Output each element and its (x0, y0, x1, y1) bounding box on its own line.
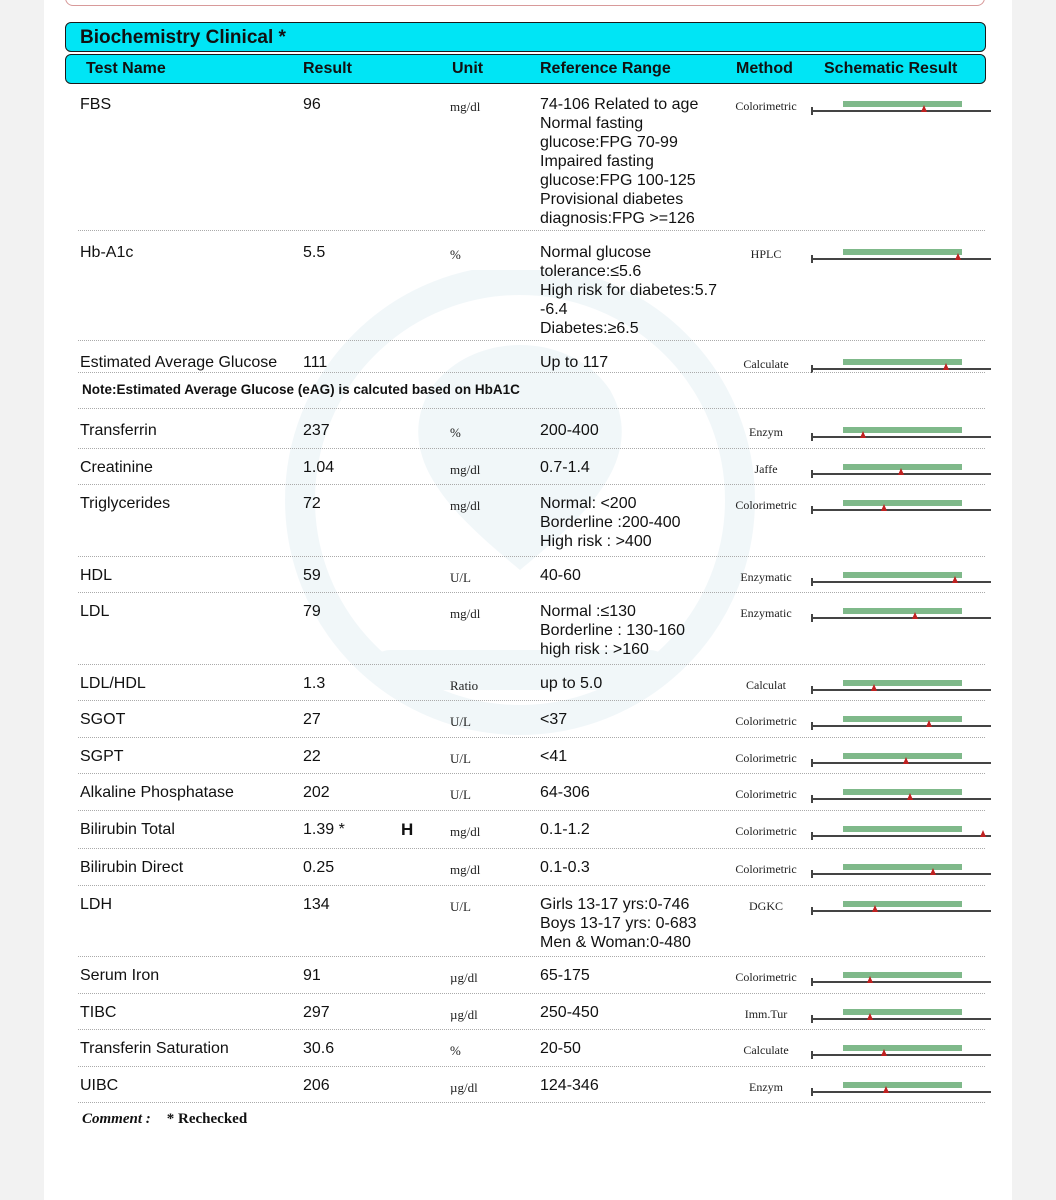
test-name: Triglycerides (80, 495, 171, 512)
axis-start-tick (811, 470, 813, 478)
row-divider (78, 993, 985, 994)
unit: µg/dl (450, 970, 478, 985)
row-divider (78, 592, 985, 593)
row-divider (78, 1029, 985, 1030)
axis-start-tick (811, 255, 813, 263)
result-marker-icon (881, 1049, 887, 1056)
result-value: 202 (303, 784, 330, 801)
schematic-result (811, 864, 991, 886)
reference-range-line: Normal: <200 (540, 495, 637, 512)
normal-range-bar (843, 972, 962, 978)
result-marker-icon (930, 868, 936, 875)
test-name: LDH (80, 896, 113, 913)
schematic-result (811, 101, 991, 123)
method: Colorimetric (735, 787, 797, 801)
schematic-axis (811, 617, 991, 619)
eag-note: Note:Estimated Average Glucose (eAG) is calcuted based on HbA1C (82, 382, 520, 397)
reference-range-line: 200-400 (540, 422, 599, 439)
result-value: 237 (303, 422, 330, 439)
section-title: Biochemistry Clinical * (80, 27, 286, 48)
reference-range-line: 0.7-1.4 (540, 459, 590, 476)
comment-value: * Rechecked (166, 1111, 248, 1127)
axis-start-tick (811, 1051, 813, 1059)
reference-range-line: Normal fasting (540, 115, 644, 132)
row-divider (78, 700, 985, 701)
axis-start-tick (811, 907, 813, 915)
schematic-result (811, 1009, 991, 1031)
test-name: UIBC (80, 1077, 119, 1094)
result-value: 79 (303, 603, 321, 620)
comment-label: Comment : (82, 1111, 151, 1127)
axis-start-tick (811, 759, 813, 767)
reference-range-line: Diabetes:≥6.5 (540, 320, 639, 337)
test-name: Transferin Saturation (80, 1040, 229, 1057)
schematic-axis (811, 368, 991, 370)
schematic-result (811, 753, 991, 775)
unit: µg/dl (450, 1080, 478, 1095)
reference-range (540, 1039, 735, 1058)
normal-range-bar (843, 101, 962, 107)
axis-start-tick (811, 433, 813, 441)
method: Calculate (743, 1043, 789, 1057)
row-divider (78, 1066, 985, 1067)
method: Colorimetric (735, 751, 797, 765)
result-value: 1.04 (303, 459, 335, 476)
method: Colorimetric (735, 99, 797, 113)
axis-start-tick (811, 1015, 813, 1023)
axis-start-tick (811, 107, 813, 115)
normal-range-bar (843, 864, 962, 870)
test-name: Bilirubin Total (80, 821, 175, 838)
normal-range-bar (843, 1009, 962, 1015)
reference-range-line: 0.1-0.3 (540, 859, 590, 876)
schematic-result (811, 680, 991, 702)
row-divider (78, 230, 985, 231)
reference-range-line: diagnosis:FPG >=126 (540, 210, 695, 227)
result-value: 91 (303, 967, 321, 984)
previous-section-frame (65, 0, 985, 6)
schematic-result (811, 249, 991, 271)
result-marker-icon (883, 1086, 889, 1093)
column-method: Method (736, 60, 793, 77)
reference-range-line: 124-346 (540, 1077, 599, 1094)
reference-range-line: 40-60 (540, 567, 581, 584)
unit: U/L (450, 570, 471, 585)
row-divider (78, 340, 985, 341)
comment (82, 1111, 247, 1128)
schematic-result (811, 572, 991, 594)
axis-start-tick (811, 506, 813, 514)
axis-start-tick (811, 686, 813, 694)
reference-range-line: <41 (540, 748, 568, 765)
reference-range (540, 858, 735, 877)
test-name: LDL (80, 603, 110, 620)
row-divider (78, 848, 985, 849)
schematic-result (811, 789, 991, 811)
unit: mg/dl (450, 462, 481, 477)
row-divider (78, 664, 985, 665)
row-divider (78, 885, 985, 886)
axis-start-tick (811, 795, 813, 803)
schematic-result (811, 826, 991, 848)
method: Enzymatic (740, 570, 792, 584)
high-flag: H (401, 820, 414, 839)
schematic-result (811, 1045, 991, 1067)
schematic-axis (811, 1091, 991, 1093)
reference-range-line: Provisional diabetes (540, 191, 684, 208)
axis-start-tick (811, 722, 813, 730)
axis-start-tick (811, 578, 813, 586)
schematic-result (811, 500, 991, 522)
test-name: Bilirubin Direct (80, 859, 184, 876)
schematic-axis (811, 762, 991, 764)
reference-range (540, 1003, 735, 1022)
unit: U/L (450, 714, 471, 729)
result-value: 134 (303, 896, 330, 913)
reference-range-line: 65-175 (540, 967, 590, 984)
method: Enzymatic (740, 606, 792, 620)
row-divider (78, 737, 985, 738)
reference-range (540, 1076, 735, 1095)
reference-range-line: <37 (540, 711, 568, 728)
result-marker-icon (898, 468, 904, 475)
method: Enzym (749, 1080, 783, 1094)
reference-range-line: glucose:FPG 100-125 (540, 172, 696, 189)
axis-start-tick (811, 832, 813, 840)
schematic-axis (811, 981, 991, 983)
result-marker-icon (872, 905, 878, 912)
schematic-result (811, 972, 991, 994)
reference-range-line: Borderline :200-400 (540, 514, 681, 531)
unit: % (450, 1043, 461, 1058)
schematic-result (811, 464, 991, 486)
reference-range-line: 74-106 Related to age (540, 96, 699, 113)
result-value: 96 (303, 96, 321, 113)
row-divider (78, 556, 985, 557)
result-marker-icon (912, 612, 918, 619)
schematic-result (811, 359, 991, 381)
test-name: Serum Iron (80, 967, 160, 984)
reference-range-line: Men & Woman:0-480 (540, 934, 691, 951)
method: Colorimetric (735, 970, 797, 984)
reference-range-line: 250-450 (540, 1004, 599, 1021)
reference-range-line: 0.1-1.2 (540, 821, 590, 838)
reference-range-line: Girls 13-17 yrs:0-746 (540, 896, 690, 913)
unit: mg/dl (450, 99, 481, 114)
schematic-axis (811, 581, 991, 583)
row-divider (78, 408, 985, 409)
reference-range (540, 494, 735, 551)
reference-range-line: Normal :≤130 (540, 603, 636, 620)
unit: % (450, 247, 461, 262)
normal-range-bar (843, 572, 962, 578)
test-name: Hb-A1c (80, 244, 134, 261)
result-value: 5.5 (303, 244, 326, 261)
unit: mg/dl (450, 862, 481, 877)
row-divider (78, 1102, 985, 1103)
normal-range-bar (843, 680, 962, 686)
unit: Ratio (450, 678, 479, 693)
result-marker-icon (881, 504, 887, 511)
reference-range-line: tolerance:≤5.6 (540, 263, 642, 280)
result-marker-icon (871, 684, 877, 691)
axis-start-tick (811, 1088, 813, 1096)
reference-range-line: High risk : >400 (540, 533, 652, 550)
reference-range-line: high risk : >160 (540, 641, 649, 658)
normal-range-bar (843, 901, 962, 907)
schematic-axis (811, 509, 991, 511)
result-value: 0.25 (303, 859, 335, 876)
schematic-result (811, 608, 991, 630)
result-value: 206 (303, 1077, 330, 1094)
column-schematic-result: Schematic Result (824, 60, 958, 77)
reference-range-line: up to 5.0 (540, 675, 603, 692)
reference-range (540, 783, 735, 802)
normal-range-bar (843, 500, 962, 506)
result-marker-icon (860, 431, 866, 438)
test-name: FBS (80, 96, 112, 113)
unit: U/L (450, 899, 471, 914)
schematic-axis (811, 436, 991, 438)
test-name: Alkaline Phosphatase (80, 784, 234, 801)
section-header (65, 22, 986, 52)
axis-start-tick (811, 978, 813, 986)
row-divider (78, 448, 985, 449)
reference-range-line: Borderline : 130-160 (540, 622, 685, 639)
reference-range (540, 458, 735, 477)
unit: mg/dl (450, 824, 481, 839)
result-marker-icon (952, 576, 958, 583)
result-value: 111 (303, 354, 328, 371)
reference-range-line: -6.4 (540, 301, 568, 318)
test-name: Creatinine (80, 459, 153, 476)
reference-range (540, 820, 735, 839)
method: Calculate (743, 357, 789, 371)
reference-range-line: Normal glucose (540, 244, 652, 261)
normal-range-bar (843, 716, 962, 722)
normal-range-bar (843, 1045, 962, 1051)
unit: U/L (450, 787, 471, 802)
method: Imm.Tur (744, 1007, 788, 1021)
reference-range (540, 95, 735, 228)
test-name: TIBC (80, 1004, 117, 1021)
axis-start-tick (811, 870, 813, 878)
schematic-axis (811, 689, 991, 691)
result-value: 1.3 (303, 675, 326, 692)
unit: mg/dl (450, 498, 481, 513)
unit: U/L (450, 751, 471, 766)
result-marker-icon (980, 830, 986, 837)
schematic-axis (811, 258, 991, 260)
axis-start-tick (811, 614, 813, 622)
result-value: 22 (303, 748, 321, 765)
result-marker-icon (903, 757, 909, 764)
reference-range-line: Impaired fasting (540, 153, 654, 170)
result-marker-icon (926, 720, 932, 727)
column-reference-range: Reference Range (540, 60, 671, 77)
test-name: SGPT (80, 748, 124, 765)
schematic-axis (811, 110, 991, 112)
method: Colorimetric (735, 498, 797, 512)
reference-range (540, 566, 735, 585)
unit: µg/dl (450, 1007, 478, 1022)
schematic-axis (811, 873, 991, 875)
result-value: 1.39 * (303, 821, 345, 838)
schematic-result (811, 1082, 991, 1104)
result-value: 30.6 (303, 1040, 335, 1057)
schematic-axis (811, 910, 991, 912)
reference-range (540, 966, 735, 985)
result-marker-icon (867, 1013, 873, 1020)
reference-range (540, 421, 735, 440)
column-result: Result (303, 60, 352, 77)
method: Colorimetric (735, 714, 797, 728)
column-unit: Unit (452, 60, 484, 77)
reference-range (540, 710, 735, 729)
row-divider (78, 810, 985, 811)
test-name: LDL/HDL (80, 675, 146, 692)
schematic-axis (811, 835, 991, 837)
row-divider (78, 372, 985, 373)
test-name: SGOT (80, 711, 126, 728)
method: Calculat (746, 678, 786, 692)
normal-range-bar (843, 826, 962, 832)
unit: mg/dl (450, 606, 481, 621)
result-marker-icon (921, 105, 927, 112)
result-marker-icon (907, 793, 913, 800)
reference-range (540, 895, 735, 952)
result-marker-icon (867, 976, 873, 983)
unit: % (450, 425, 461, 440)
row-divider (78, 484, 985, 485)
normal-range-bar (843, 249, 962, 255)
schematic-axis (811, 1018, 991, 1020)
schematic-result (811, 716, 991, 738)
method: DGKC (748, 899, 783, 913)
reference-range (540, 674, 735, 693)
result-marker-icon (955, 253, 961, 260)
test-name: Transferrin (80, 422, 157, 439)
row-divider (78, 773, 985, 774)
method: Jaffe (754, 462, 778, 476)
result-value: 72 (303, 495, 321, 512)
result-value: 59 (303, 567, 321, 584)
test-name: HDL (80, 567, 113, 584)
method: Enzym (749, 425, 783, 439)
method: Colorimetric (735, 824, 797, 838)
result-marker-icon (943, 363, 949, 370)
reference-range (540, 353, 735, 372)
schematic-axis (811, 798, 991, 800)
result-value: 27 (303, 711, 321, 728)
normal-range-bar (843, 789, 962, 795)
schematic-result (811, 901, 991, 923)
schematic-axis (811, 1054, 991, 1056)
reference-range (540, 243, 735, 338)
schematic-result (811, 427, 991, 449)
normal-range-bar (843, 608, 962, 614)
reference-range-line: 20-50 (540, 1040, 581, 1057)
normal-range-bar (843, 1082, 962, 1088)
test-name: Estimated Average Glucose (80, 354, 278, 371)
result-value: 297 (303, 1004, 330, 1021)
reference-range (540, 747, 735, 766)
reference-range-line: Boys 13-17 yrs: 0-683 (540, 915, 697, 932)
reference-range-line: glucose:FPG 70-99 (540, 134, 678, 151)
reference-range (540, 602, 735, 659)
method: Colorimetric (735, 862, 797, 876)
reference-range-line: High risk for diabetes:5.7 (540, 282, 717, 299)
column-test-name: Test Name (86, 60, 166, 77)
reference-range-line: Up to 117 (540, 354, 609, 371)
schematic-axis (811, 725, 991, 727)
row-divider (78, 956, 985, 957)
method: HPLC (750, 247, 782, 261)
reference-range-line: 64-306 (540, 784, 590, 801)
table-column-header (65, 54, 986, 84)
